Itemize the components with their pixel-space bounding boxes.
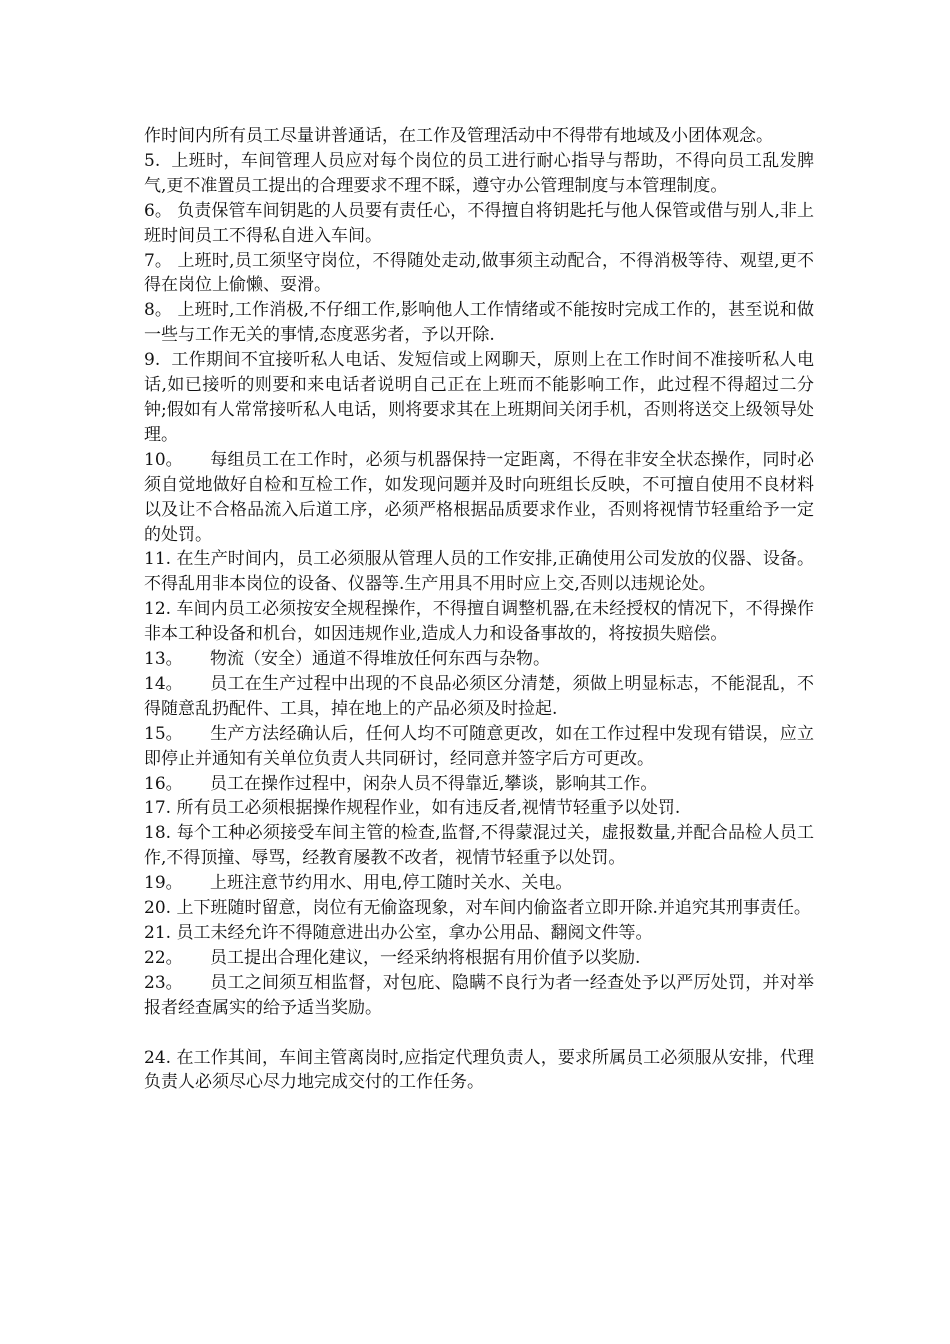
rule-paragraph bbox=[144, 547, 814, 597]
rule-text: 上班时，车间管理人员应对每个岗位的员工进行耐心指导与帮助，不得向员工乱发脾气,更不准置员工提出的合理要求不理不睬，遵守办公管理制度与本管理制度。 bbox=[144, 150, 814, 196]
rule-number: 8。 bbox=[144, 300, 178, 321]
rule-number: 11. bbox=[144, 549, 177, 570]
rule-text: 员工之间须互相监督，对包庇、隐瞒不良行为者一经查处予以严厉处罚，并对举报者经查属实的给予适当奖励。 bbox=[144, 972, 814, 1018]
rule-paragraph bbox=[144, 199, 814, 249]
rule-paragraph bbox=[144, 672, 814, 722]
rule-text: 上班注意节约用水、用电,停工随时关水、关电。 bbox=[210, 873, 573, 894]
rule-paragraph bbox=[144, 149, 814, 199]
rule-paragraph bbox=[144, 348, 814, 448]
rule-paragraph bbox=[144, 921, 814, 946]
rule-text: 作时间内所有员工尽量讲普通话，在工作及管理活动中不得带有地域及小团体观念。 bbox=[144, 126, 773, 146]
rule-paragraph bbox=[144, 647, 814, 672]
rule-number: 17. bbox=[144, 798, 177, 819]
rule-text: 员工在生产过程中出现的不良品必须区分清楚，须做上明显标志，不能混乱，不得随意乱扔配件、工具，掉在地上的产品必须及时捡起. bbox=[144, 673, 814, 719]
rule-paragraph bbox=[144, 946, 814, 971]
rule-number: 18. bbox=[144, 823, 177, 844]
rule-number: 13。 bbox=[144, 649, 183, 670]
rule-text: 每组员工在工作时，必须与机器保持一定距离，不得在非安全状态操作，同时必须自觉地做好自检和互检工作，如发现问题并及时向班组长反映，不可擅自使用不良材料以及让不合格品流入后道工序，必须严格根据品质要求作业，否则将视情节轻重给予一定的处罚。 bbox=[144, 449, 814, 545]
rule-number: 19。 bbox=[144, 873, 183, 894]
rule-text: 员工未经允许不得随意进出办公室，拿办公用品、翻阅文件等。 bbox=[176, 923, 653, 943]
rule-text: 上下班随时留意，岗位有无偷盗现象，对车间内偷盗者立即开除.并追究其刑事责任。 bbox=[176, 898, 811, 919]
rule-text: 员工在操作过程中，闲杂人员不得靠近,攀谈，影响其工作。 bbox=[210, 773, 658, 794]
rule-text: 上班时,工作消极,不仔细工作,影响他人工作情绪或不能按时完成工作的，甚至说和做一些与工作无关的事情,态度恶劣者，予以开除. bbox=[144, 300, 814, 346]
rule-number: 12. bbox=[144, 599, 177, 620]
rule-paragraph bbox=[144, 124, 814, 149]
rule-text: 生产方法经确认后，任何人均不可随意更改，如在工作过程中发现有错误，应立即停止并通知有关单位负责人共同研讨，经同意并签字后方可更改。 bbox=[144, 723, 814, 769]
rule-number: 24. bbox=[144, 1047, 177, 1068]
rule-number: 10。 bbox=[144, 449, 183, 470]
rule-text: 上班时,员工须坚守岗位，不得随处走动,做事须主动配合，不得消极等待、观望,更不得在岗位上偷懒、耍滑。 bbox=[144, 250, 814, 296]
rule-number: 9. bbox=[144, 350, 172, 371]
rule-number: 15。 bbox=[144, 723, 183, 744]
rule-number: 21. bbox=[144, 923, 177, 943]
rule-text: 工作期间不宜接听私人电话、发短信或上网聊天，原则上在工作时间不准接听私人电话,如已接听的则要和来电话者说明自己正在上班而不能影响工作，此过程不得超过二分钟;假如有人常常接听私人电话，则将要求其在上班期间关闭手机，否则将送交上级领导处理。 bbox=[144, 350, 814, 445]
rule-number: 20. bbox=[144, 898, 177, 919]
rule-number: 14。 bbox=[144, 673, 183, 694]
rule-paragraph bbox=[144, 821, 814, 871]
rule-paragraph bbox=[144, 722, 814, 772]
rule-text: 车间内员工必须按安全规程操作，不得擅自调整机器,在未经授权的情况下，不得操作非本工种设备和机台，如因违规作业,造成人力和设备事故的，将按损失赔偿。 bbox=[144, 599, 814, 645]
rule-paragraph bbox=[144, 971, 814, 1021]
rule-paragraph bbox=[144, 772, 814, 797]
rule-number: 22。 bbox=[144, 947, 183, 968]
rule-text: 在工作其间，车间主管离岗时,应指定代理负责人，要求所属员工必须服从安排，代理负责人必须尽心尽力地完成交付的工作任务。 bbox=[144, 1047, 814, 1093]
document-body bbox=[144, 124, 814, 1095]
rule-paragraph bbox=[144, 249, 814, 299]
rule-paragraph bbox=[144, 448, 814, 548]
blank-line bbox=[144, 1021, 814, 1046]
rule-number: 16。 bbox=[144, 773, 183, 794]
rule-paragraph bbox=[144, 597, 814, 647]
rule-paragraph bbox=[144, 298, 814, 348]
rule-text: 所有员工必须根据操作规程作业，如有违反者,视情节轻重予以处罚. bbox=[176, 798, 681, 819]
rule-number: 6。 bbox=[144, 200, 178, 221]
rule-paragraph bbox=[144, 871, 814, 896]
rule-number: 7。 bbox=[144, 250, 178, 271]
rule-number: 5. bbox=[144, 150, 172, 171]
rule-paragraph bbox=[144, 796, 814, 821]
rule-text: 物流（安全）通道不得堆放任何东西与杂物。 bbox=[210, 649, 550, 670]
rule-text: 每个工种必须接受车间主管的检查,监督,不得蒙混过关，虚报数量,并配合品检人员工作,不得顶撞、辱骂，经教育屡教不改者，视情节轻重予以处罚。 bbox=[144, 823, 814, 869]
rule-text: 员工提出合理化建议，一经采纳将根据有用价值予以奖励. bbox=[210, 947, 641, 968]
rule-text: 负责保管车间钥匙的人员要有责任心，不得擅自将钥匙托与他人保管或借与别人,非上班时间员工不得私自进入车间。 bbox=[144, 200, 814, 246]
rule-paragraph bbox=[144, 1046, 814, 1096]
rule-text: 在生产时间内，员工必须服从管理人员的工作安排,正确使用公司发放的仪器、设备。不得乱用非本岗位的设备、仪器等.生产用具不用时应上交,否则以违规论处。 bbox=[144, 549, 814, 595]
rule-paragraph bbox=[144, 896, 814, 921]
rule-number: 23。 bbox=[144, 972, 183, 993]
